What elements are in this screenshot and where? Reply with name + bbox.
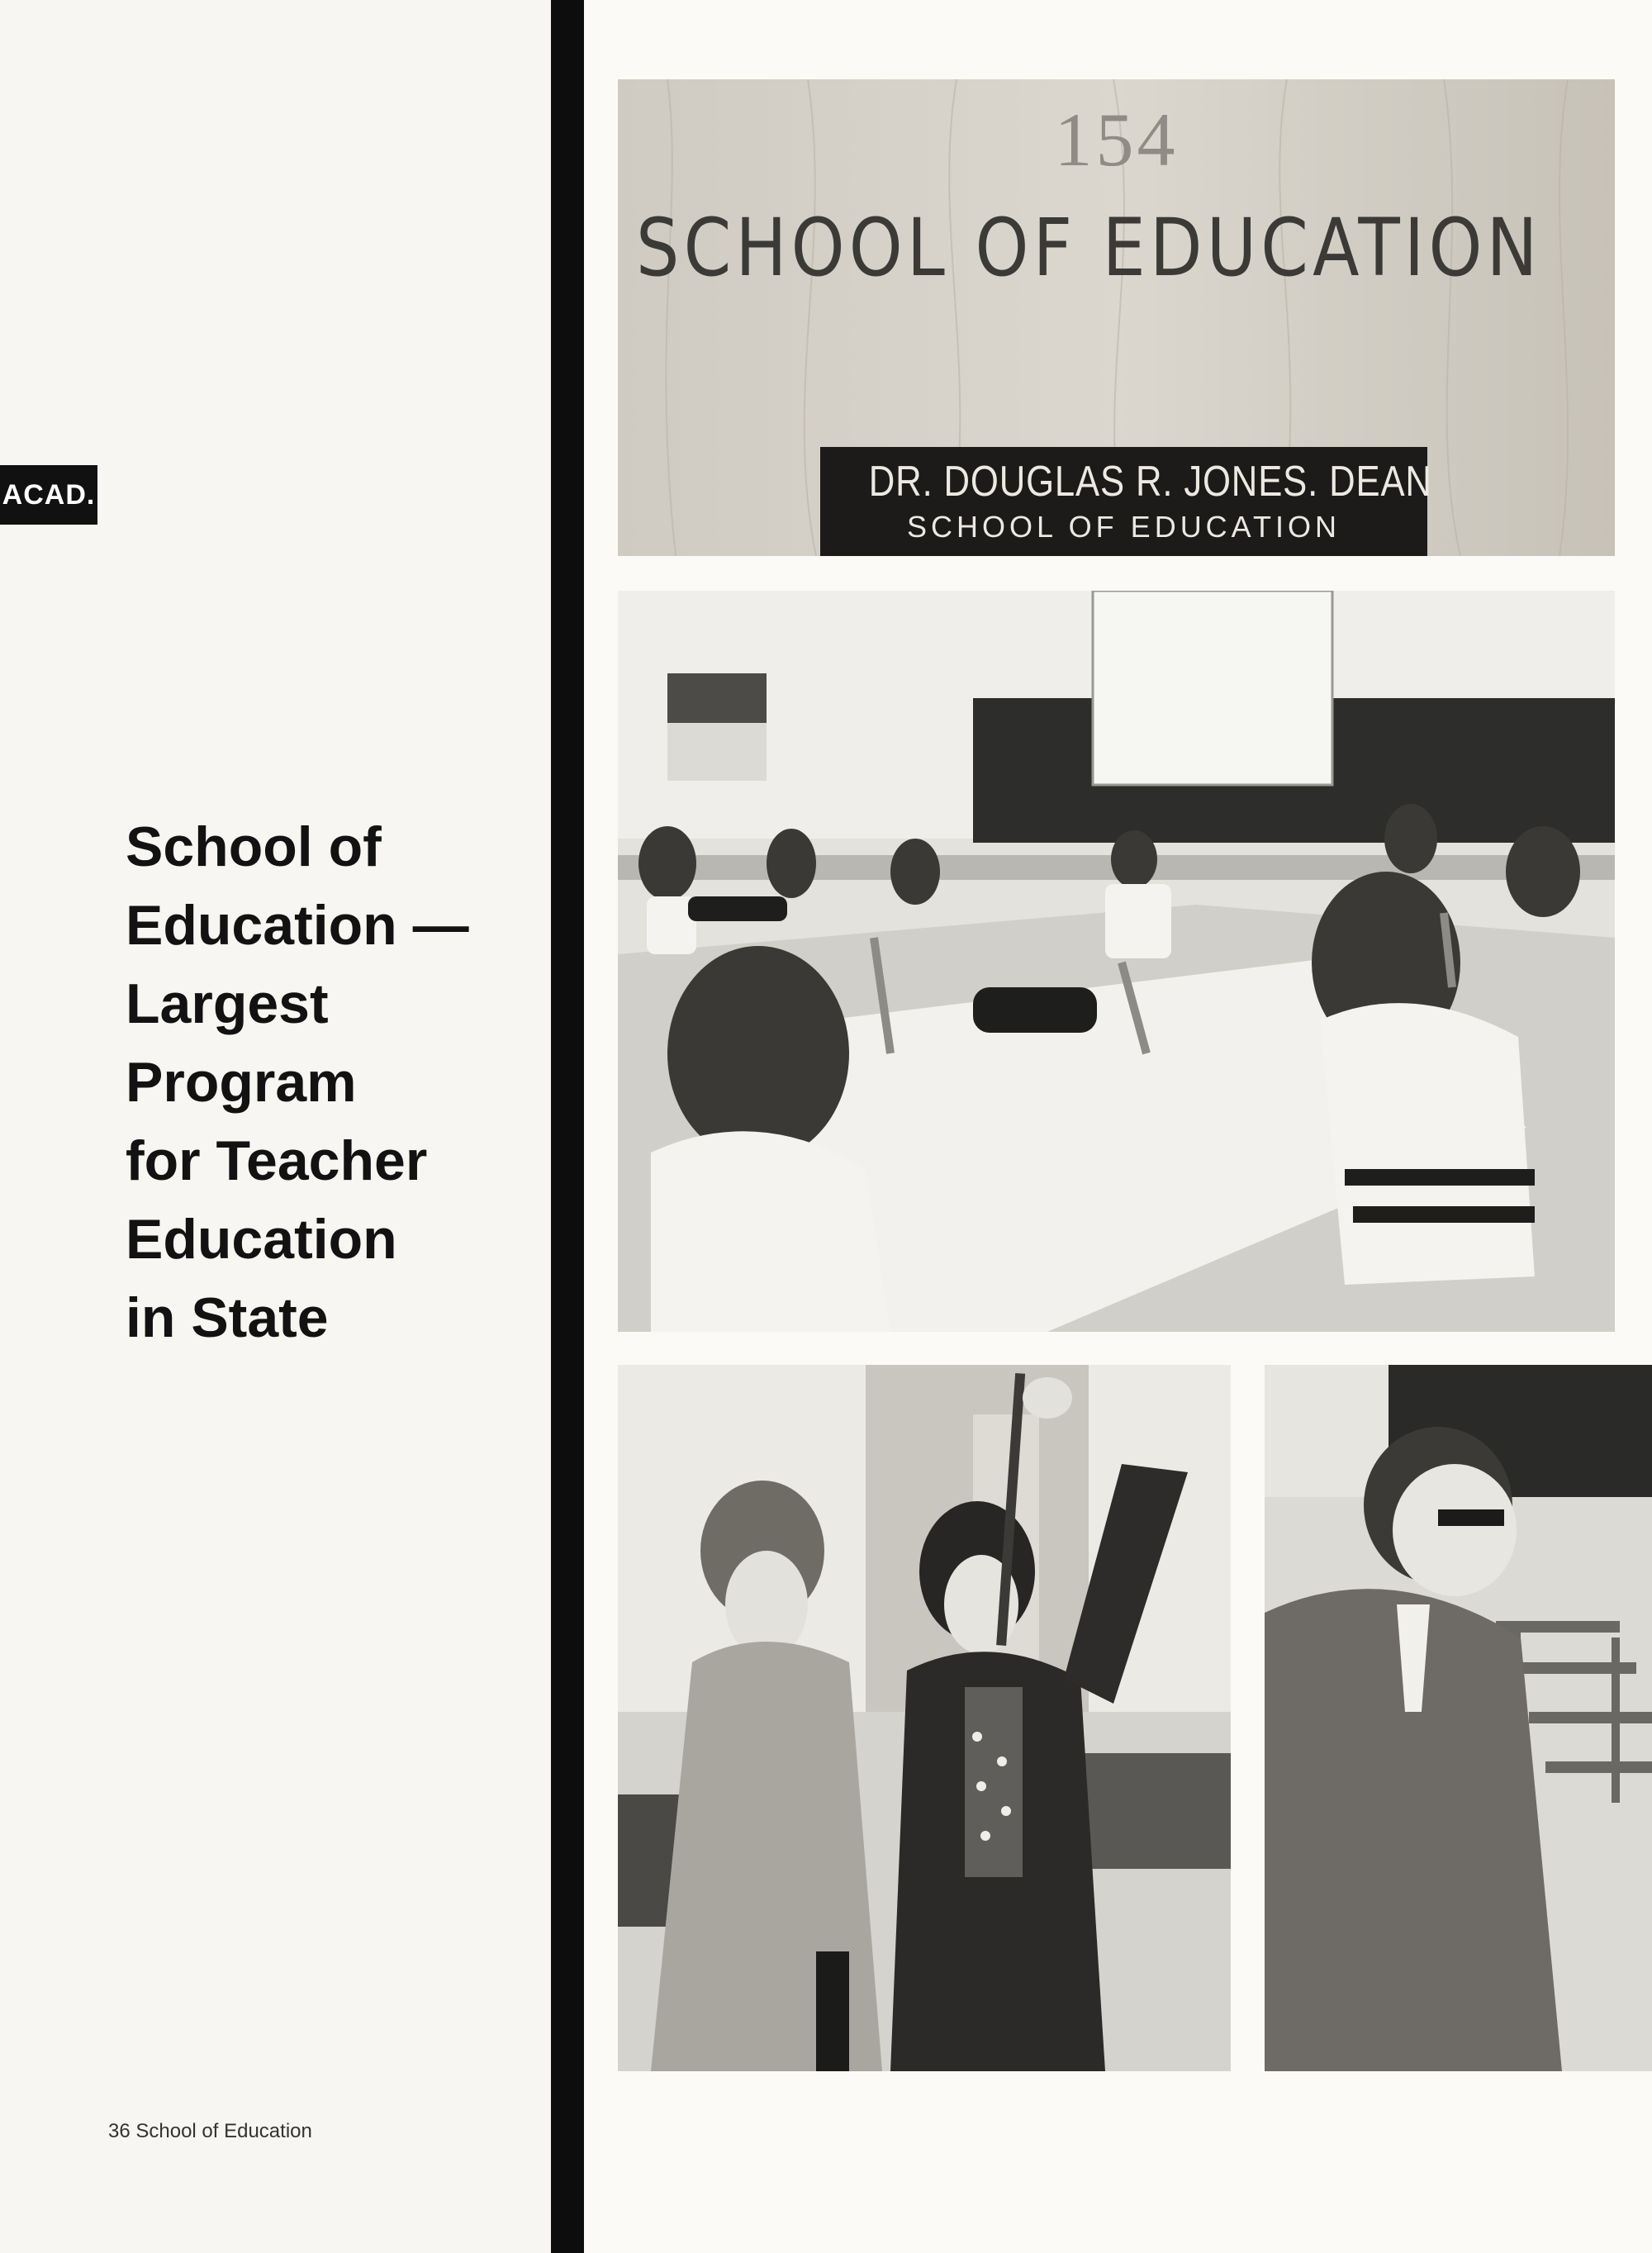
headline-line: in State	[126, 1286, 329, 1349]
page-footer: 36 School of Education	[108, 2120, 312, 2142]
headline-line: Education —	[126, 894, 469, 957]
classroom-photo	[618, 591, 1615, 1332]
room-number: 154	[1054, 97, 1179, 182]
headline-line: Program	[126, 1051, 357, 1114]
nameplate-name: DR. DOUGLAS R. JONES. DEAN	[868, 458, 1432, 506]
page-headline	[126, 808, 555, 1357]
nameplate-department: SCHOOL OF EDUCATION	[906, 510, 1341, 544]
dean-nameplate	[820, 447, 1432, 556]
classroom-scene	[618, 591, 1615, 1332]
headline-line: for Teacher	[126, 1129, 428, 1192]
door-sign-photo	[618, 79, 1615, 556]
headline-line: Education	[126, 1208, 397, 1271]
headline-line: School of	[126, 815, 382, 878]
headline-line: Largest	[126, 972, 329, 1035]
faculty-women-scene	[618, 1365, 1231, 2071]
faculty-man-scene	[1265, 1365, 1652, 2071]
section-tab: ACAD.	[0, 465, 97, 525]
faculty-man-photo	[1265, 1365, 1652, 2071]
page-gutter-bar	[551, 0, 584, 2253]
faculty-women-photo	[618, 1365, 1231, 2071]
door-sign-title: SCHOOL OF EDUCATION	[636, 202, 1542, 294]
